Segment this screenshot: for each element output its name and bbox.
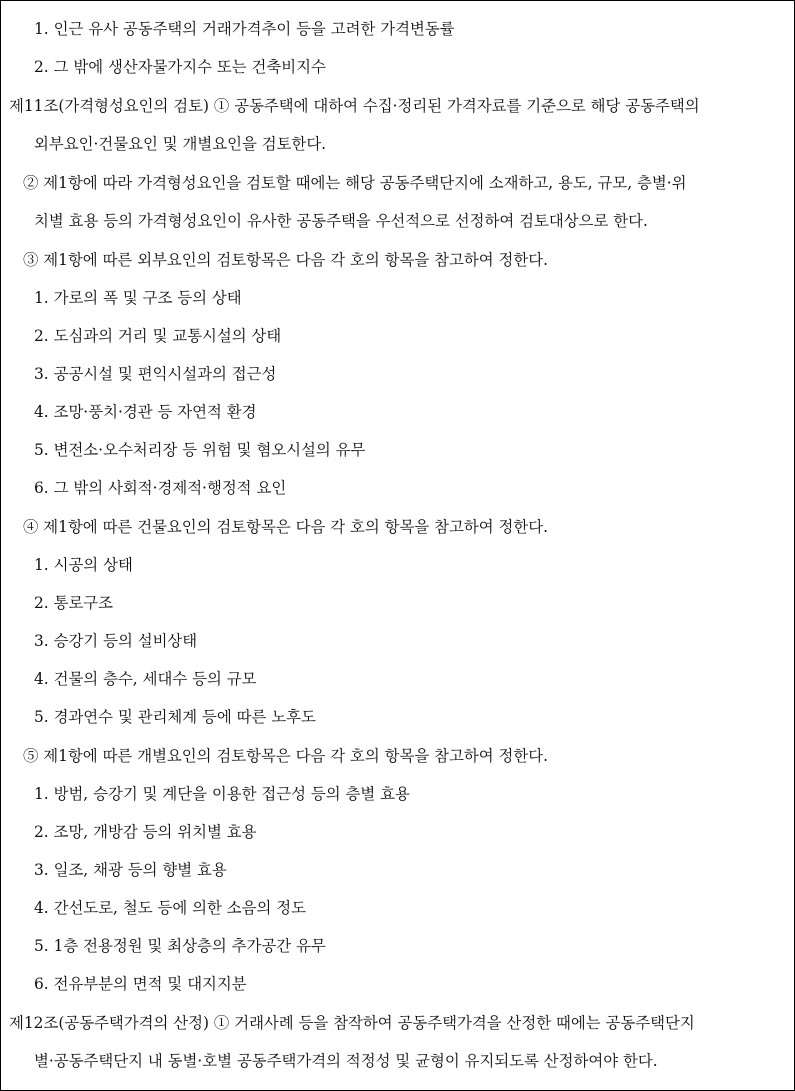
list-item: 2. 그 밖에 생산자물가지수 또는 건축비지수 [34,58,326,76]
article-12-heading: 제12조(공동주택가격의 산정) ① 거래사례 등을 참작하여 공동주택가격을 산정한 때에는 공동주택단지 [9,1014,695,1032]
list-item: 5. 경과연수 및 관리체계 등에 따른 노후도 [34,708,316,726]
list-item: 5. 1층 전용정원 및 최상층의 추가공간 유무 [34,937,326,955]
list-item: 1. 인근 유사 공동주택의 거래가격추이 등을 고려한 가격변동률 [34,20,455,38]
list-item: 1. 방범, 승강기 및 계단을 이용한 접근성 등의 층별 효용 [34,785,410,803]
list-item: 2. 조망, 개방감 등의 위치별 효용 [34,823,257,841]
list-item: 3. 공공시설 및 편익시설과의 접근성 [34,365,277,383]
list-item: 4. 조망·풍치·경관 등 자연적 환경 [34,403,257,421]
paragraph-2: ② 제1항에 따라 가격형성요인을 검토할 때에는 해당 공동주택단지에 소재하고, 용도, 규모, 층별·위 [23,174,687,192]
article-12-continuation: 별·공동주택단지 내 동별·호별 공동주택가격의 적정성 및 균형이 유지되도록 산정하여야 한다. [34,1052,658,1070]
paragraph-3: ③ 제1항에 따른 외부요인의 검토항목은 다음 각 호의 항목을 참고하여 정한다. [23,251,549,269]
list-item: 4. 건물의 층수, 세대수 등의 규모 [34,670,257,688]
list-item: 4. 간선도로, 철도 등에 의한 소음의 정도 [34,899,306,917]
list-item: 2. 통로구조 [34,594,114,612]
list-item: 1. 시공의 상태 [34,556,133,574]
list-item: 6. 그 밖의 사회적·경제적·행정적 요인 [34,479,287,497]
list-item: 3. 승강기 등의 설비상태 [34,632,198,650]
paragraph-2-continuation: 치별 효용 등의 가격형성요인이 유사한 공동주택을 우선적으로 선정하여 검토대상으로 한다. [34,212,648,230]
list-item: 1. 가로의 폭 및 구조 등의 상태 [34,289,242,307]
list-item: 3. 일조, 채광 등의 향별 효용 [34,861,227,879]
article-11-heading: 제11조(가격형성요인의 검토) ① 공동주택에 대하여 수집·정리된 가격자료를 기준으로 해당 공동주택의 [9,97,700,115]
list-item: 2. 도심과의 거리 및 교통시설의 상태 [34,327,282,345]
paragraph-4: ④ 제1항에 따른 건물요인의 검토항목은 다음 각 호의 항목을 참고하여 정한다. [23,518,549,536]
list-item: 5. 변전소·오수처리장 등 위험 및 혐오시설의 유무 [34,441,366,459]
paragraph-5: ⑤ 제1항에 따른 개별요인의 검토항목은 다음 각 호의 항목을 참고하여 정한다. [23,747,549,765]
article-11-continuation: 외부요인·건물요인 및 개별요인을 검토한다. [34,135,327,153]
list-item: 6. 전유부분의 면적 및 대지지분 [34,975,247,993]
